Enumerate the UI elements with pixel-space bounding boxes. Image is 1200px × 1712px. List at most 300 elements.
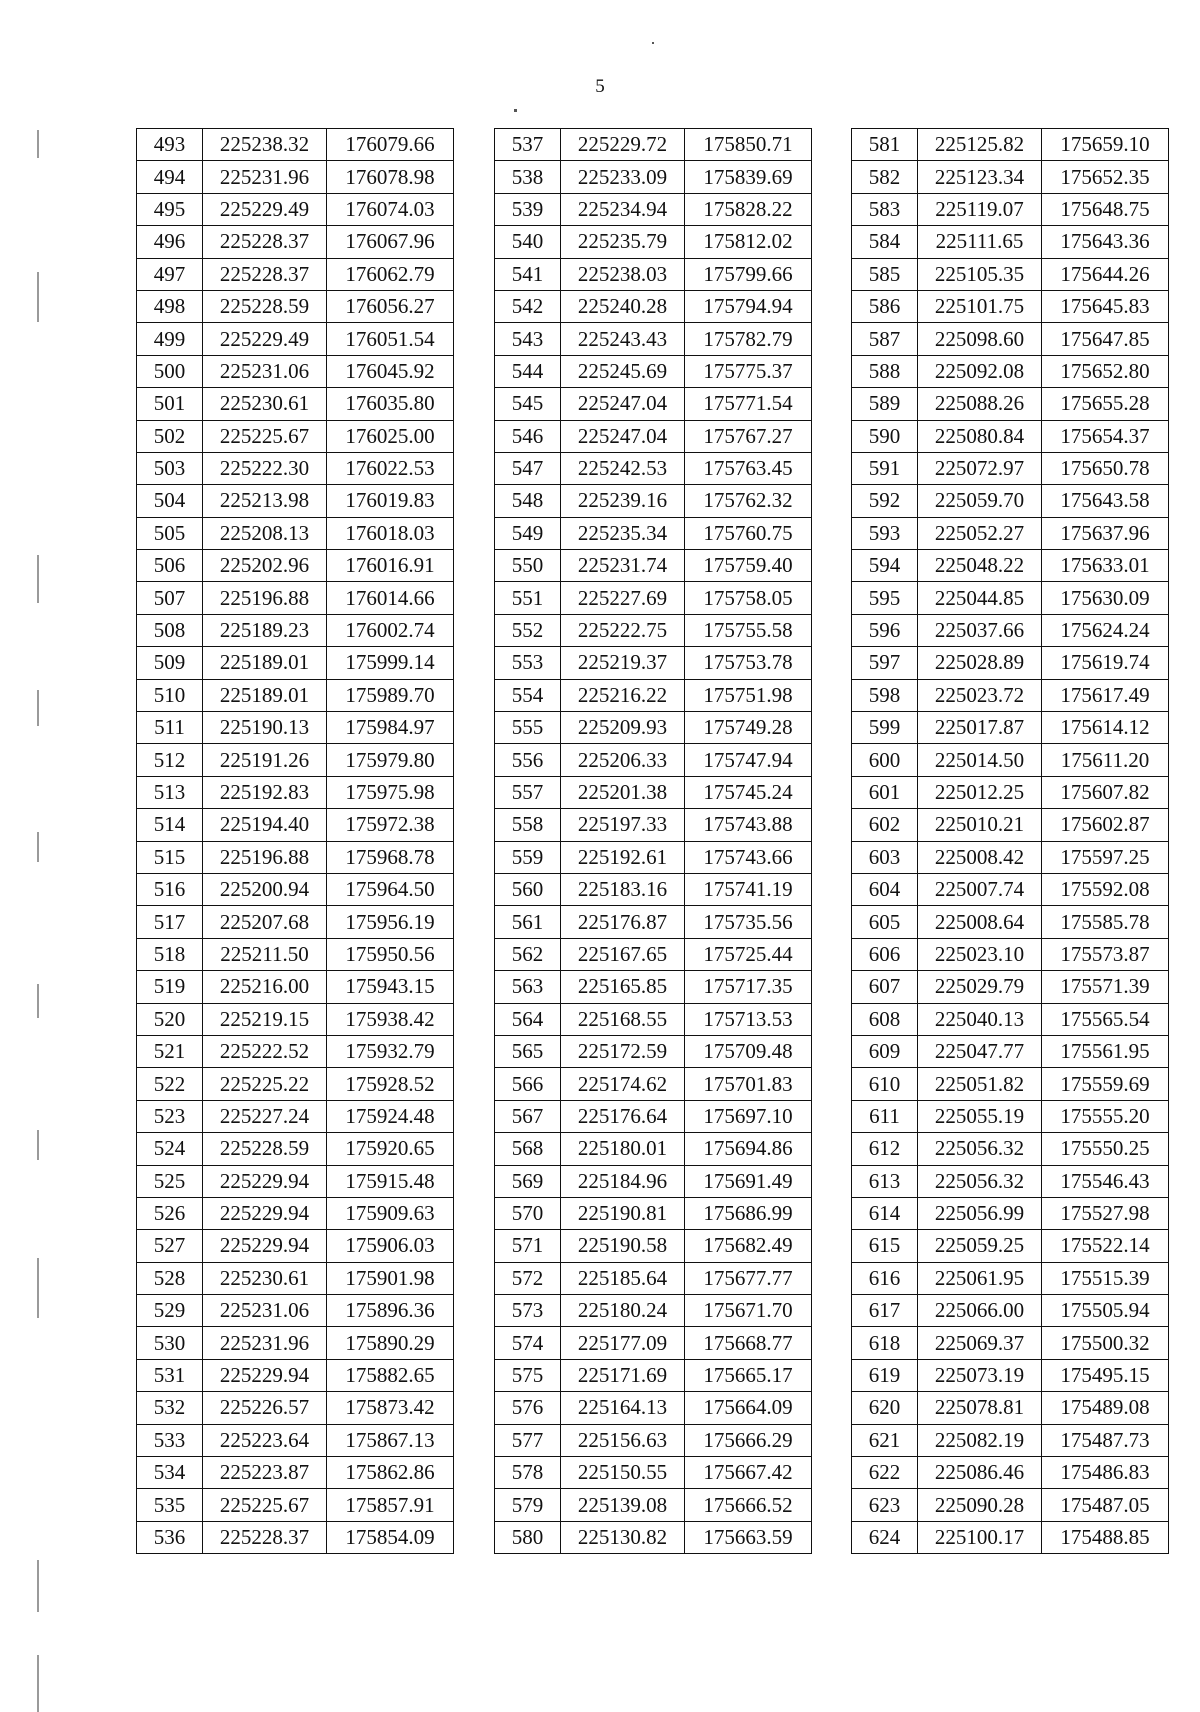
y-coordinate-cell: 176079.66 — [327, 129, 454, 161]
point-number-cell: 562 — [495, 938, 561, 970]
x-coordinate-cell: 225245.69 — [561, 355, 685, 387]
y-coordinate-cell: 175633.01 — [1042, 550, 1169, 582]
table-row — [495, 1521, 812, 1553]
x-coordinate-cell: 225238.32 — [203, 129, 327, 161]
y-coordinate-cell: 175666.29 — [685, 1424, 812, 1456]
table-row — [852, 1424, 1169, 1456]
y-coordinate-cell: 175775.37 — [685, 355, 812, 387]
x-coordinate-cell: 225191.26 — [203, 744, 327, 776]
table-row — [852, 1457, 1169, 1489]
x-coordinate-cell: 225172.59 — [561, 1035, 685, 1067]
point-number-cell: 613 — [852, 1165, 918, 1197]
y-coordinate-cell: 175828.22 — [685, 193, 812, 225]
table-row — [495, 1003, 812, 1035]
x-coordinate-cell: 225211.50 — [203, 938, 327, 970]
x-coordinate-cell: 225207.68 — [203, 906, 327, 938]
table-row — [852, 614, 1169, 646]
point-number-cell: 593 — [852, 517, 918, 549]
y-coordinate-cell: 176078.98 — [327, 161, 454, 193]
x-coordinate-cell: 225230.61 — [203, 388, 327, 420]
x-coordinate-cell: 225225.22 — [203, 1068, 327, 1100]
x-coordinate-cell: 225007.74 — [918, 873, 1042, 905]
table-row — [137, 1003, 454, 1035]
point-number-cell: 528 — [137, 1262, 203, 1294]
y-coordinate-cell: 175964.50 — [327, 873, 454, 905]
y-coordinate-cell: 175668.77 — [685, 1327, 812, 1359]
y-coordinate-cell: 175643.36 — [1042, 226, 1169, 258]
y-coordinate-cell: 175762.32 — [685, 485, 812, 517]
table-row — [137, 1165, 454, 1197]
point-number-cell: 569 — [495, 1165, 561, 1197]
point-number-cell: 608 — [852, 1003, 918, 1035]
y-coordinate-cell: 175488.85 — [1042, 1521, 1169, 1553]
table-row — [852, 1295, 1169, 1327]
y-coordinate-cell: 175619.74 — [1042, 647, 1169, 679]
x-coordinate-cell: 225012.25 — [918, 776, 1042, 808]
y-coordinate-cell: 175664.09 — [685, 1392, 812, 1424]
y-coordinate-cell: 175602.87 — [1042, 809, 1169, 841]
y-coordinate-cell: 176016.91 — [327, 550, 454, 582]
point-number-cell: 605 — [852, 906, 918, 938]
x-coordinate-cell: 225206.33 — [561, 744, 685, 776]
point-number-cell: 533 — [137, 1424, 203, 1456]
point-number-cell: 578 — [495, 1457, 561, 1489]
point-number-cell: 572 — [495, 1262, 561, 1294]
point-number-cell: 575 — [495, 1359, 561, 1391]
point-number-cell: 618 — [852, 1327, 918, 1359]
x-coordinate-cell: 225223.87 — [203, 1457, 327, 1489]
point-number-cell: 594 — [852, 550, 918, 582]
table-row — [137, 1392, 454, 1424]
y-coordinate-cell: 175701.83 — [685, 1068, 812, 1100]
table-row — [852, 1392, 1169, 1424]
point-number-cell: 503 — [137, 452, 203, 484]
y-coordinate-cell: 176035.80 — [327, 388, 454, 420]
x-coordinate-cell: 225156.63 — [561, 1424, 685, 1456]
x-coordinate-cell: 225180.01 — [561, 1133, 685, 1165]
x-coordinate-cell: 225197.33 — [561, 809, 685, 841]
y-coordinate-cell: 175920.65 — [327, 1133, 454, 1165]
point-number-cell: 523 — [137, 1100, 203, 1132]
y-coordinate-cell: 175747.94 — [685, 744, 812, 776]
x-coordinate-cell: 225240.28 — [561, 290, 685, 322]
y-coordinate-cell: 175597.25 — [1042, 841, 1169, 873]
y-coordinate-cell: 175713.53 — [685, 1003, 812, 1035]
y-coordinate-cell: 175650.78 — [1042, 452, 1169, 484]
table-row — [495, 841, 812, 873]
x-coordinate-cell: 225040.13 — [918, 1003, 1042, 1035]
table-row — [495, 614, 812, 646]
x-coordinate-cell: 225008.42 — [918, 841, 1042, 873]
y-coordinate-cell: 175753.78 — [685, 647, 812, 679]
margin-binding-mark — [37, 984, 39, 1018]
y-coordinate-cell: 175694.86 — [685, 1133, 812, 1165]
y-coordinate-cell: 175624.24 — [1042, 614, 1169, 646]
table-row — [137, 647, 454, 679]
table-row — [137, 614, 454, 646]
point-number-cell: 501 — [137, 388, 203, 420]
y-coordinate-cell: 175745.24 — [685, 776, 812, 808]
y-coordinate-cell: 175522.14 — [1042, 1230, 1169, 1262]
point-number-cell: 619 — [852, 1359, 918, 1391]
y-coordinate-cell: 175906.03 — [327, 1230, 454, 1262]
y-coordinate-cell: 175652.35 — [1042, 161, 1169, 193]
x-coordinate-cell: 225229.49 — [203, 193, 327, 225]
table-row — [852, 582, 1169, 614]
table-row — [137, 1197, 454, 1229]
y-coordinate-cell: 175760.75 — [685, 517, 812, 549]
point-number-cell: 530 — [137, 1327, 203, 1359]
x-coordinate-cell: 225185.64 — [561, 1262, 685, 1294]
point-number-cell: 548 — [495, 485, 561, 517]
table-row — [852, 517, 1169, 549]
margin-binding-mark — [37, 690, 39, 726]
y-coordinate-cell: 175799.66 — [685, 258, 812, 290]
table-row — [137, 323, 454, 355]
point-number-cell: 557 — [495, 776, 561, 808]
table-row — [495, 420, 812, 452]
point-number-cell: 609 — [852, 1035, 918, 1067]
table-row — [137, 582, 454, 614]
margin-binding-mark — [37, 1258, 39, 1318]
point-number-cell: 611 — [852, 1100, 918, 1132]
table-row — [495, 679, 812, 711]
x-coordinate-cell: 225209.93 — [561, 712, 685, 744]
x-coordinate-cell: 225092.08 — [918, 355, 1042, 387]
point-number-cell: 538 — [495, 161, 561, 193]
x-coordinate-cell: 225073.19 — [918, 1359, 1042, 1391]
x-coordinate-cell: 225171.69 — [561, 1359, 685, 1391]
coordinate-table-3 — [851, 128, 1169, 1554]
margin-binding-mark — [37, 1560, 39, 1612]
x-coordinate-cell: 225228.37 — [203, 226, 327, 258]
x-coordinate-cell: 225216.00 — [203, 971, 327, 1003]
point-number-cell: 592 — [852, 485, 918, 517]
point-number-cell: 576 — [495, 1392, 561, 1424]
y-coordinate-cell: 175527.98 — [1042, 1197, 1169, 1229]
table-row — [495, 1327, 812, 1359]
table-row — [852, 1003, 1169, 1035]
y-coordinate-cell: 175559.69 — [1042, 1068, 1169, 1100]
x-coordinate-cell: 225176.64 — [561, 1100, 685, 1132]
point-number-cell: 588 — [852, 355, 918, 387]
x-coordinate-cell: 225061.95 — [918, 1262, 1042, 1294]
margin-binding-mark — [37, 272, 39, 322]
point-number-cell: 571 — [495, 1230, 561, 1262]
x-coordinate-cell: 225222.52 — [203, 1035, 327, 1067]
point-number-cell: 554 — [495, 679, 561, 711]
x-coordinate-cell: 225105.35 — [918, 258, 1042, 290]
point-number-cell: 519 — [137, 971, 203, 1003]
point-number-cell: 581 — [852, 129, 918, 161]
y-coordinate-cell: 175812.02 — [685, 226, 812, 258]
point-number-cell: 505 — [137, 517, 203, 549]
point-number-cell: 579 — [495, 1489, 561, 1521]
y-coordinate-cell: 175486.83 — [1042, 1457, 1169, 1489]
y-coordinate-cell: 175663.59 — [685, 1521, 812, 1553]
x-coordinate-cell: 225201.38 — [561, 776, 685, 808]
table-row — [137, 355, 454, 387]
y-coordinate-cell: 175743.88 — [685, 809, 812, 841]
x-coordinate-cell: 225119.07 — [918, 193, 1042, 225]
table-row — [852, 647, 1169, 679]
y-coordinate-cell: 175938.42 — [327, 1003, 454, 1035]
table-row — [852, 1197, 1169, 1229]
table-row — [495, 1197, 812, 1229]
point-number-cell: 516 — [137, 873, 203, 905]
x-coordinate-cell: 225228.37 — [203, 258, 327, 290]
x-coordinate-cell: 225029.79 — [918, 971, 1042, 1003]
point-number-cell: 546 — [495, 420, 561, 452]
point-number-cell: 580 — [495, 1521, 561, 1553]
x-coordinate-cell: 225111.65 — [918, 226, 1042, 258]
table-row — [852, 161, 1169, 193]
y-coordinate-cell: 175767.27 — [685, 420, 812, 452]
y-coordinate-cell: 175667.42 — [685, 1457, 812, 1489]
y-coordinate-cell: 175867.13 — [327, 1424, 454, 1456]
table-row — [852, 388, 1169, 420]
point-number-cell: 595 — [852, 582, 918, 614]
y-coordinate-cell: 175647.85 — [1042, 323, 1169, 355]
y-coordinate-cell: 175697.10 — [685, 1100, 812, 1132]
point-number-cell: 612 — [852, 1133, 918, 1165]
x-coordinate-cell: 225028.89 — [918, 647, 1042, 679]
x-coordinate-cell: 225219.15 — [203, 1003, 327, 1035]
y-coordinate-cell: 175850.71 — [685, 129, 812, 161]
point-number-cell: 535 — [137, 1489, 203, 1521]
x-coordinate-cell: 225086.46 — [918, 1457, 1042, 1489]
point-number-cell: 512 — [137, 744, 203, 776]
x-coordinate-cell: 225101.75 — [918, 290, 1042, 322]
table-row — [852, 355, 1169, 387]
point-number-cell: 493 — [137, 129, 203, 161]
x-coordinate-cell: 225247.04 — [561, 388, 685, 420]
table-row — [495, 873, 812, 905]
y-coordinate-cell: 175666.52 — [685, 1489, 812, 1521]
point-number-cell: 566 — [495, 1068, 561, 1100]
point-number-cell: 508 — [137, 614, 203, 646]
y-coordinate-cell: 175571.39 — [1042, 971, 1169, 1003]
table-row — [852, 323, 1169, 355]
x-coordinate-cell: 225234.94 — [561, 193, 685, 225]
x-coordinate-cell: 225183.16 — [561, 873, 685, 905]
x-coordinate-cell: 225235.34 — [561, 517, 685, 549]
x-coordinate-cell: 225090.28 — [918, 1489, 1042, 1521]
x-coordinate-cell: 225231.74 — [561, 550, 685, 582]
point-number-cell: 577 — [495, 1424, 561, 1456]
table-row — [852, 873, 1169, 905]
point-number-cell: 573 — [495, 1295, 561, 1327]
y-coordinate-cell: 175909.63 — [327, 1197, 454, 1229]
y-coordinate-cell: 175782.79 — [685, 323, 812, 355]
y-coordinate-cell: 175857.91 — [327, 1489, 454, 1521]
coordinate-table-1 — [136, 128, 454, 1554]
point-number-cell: 549 — [495, 517, 561, 549]
point-number-cell: 615 — [852, 1230, 918, 1262]
margin-binding-mark — [37, 1130, 39, 1160]
point-number-cell: 561 — [495, 906, 561, 938]
table-row — [852, 712, 1169, 744]
x-coordinate-cell: 225192.83 — [203, 776, 327, 808]
y-coordinate-cell: 175979.80 — [327, 744, 454, 776]
point-number-cell: 543 — [495, 323, 561, 355]
point-number-cell: 525 — [137, 1165, 203, 1197]
point-number-cell: 553 — [495, 647, 561, 679]
y-coordinate-cell: 175890.29 — [327, 1327, 454, 1359]
scan-speck — [514, 109, 517, 112]
point-number-cell: 602 — [852, 809, 918, 841]
y-coordinate-cell: 175984.97 — [327, 712, 454, 744]
table-row — [852, 776, 1169, 808]
x-coordinate-cell: 225229.94 — [203, 1197, 327, 1229]
point-number-cell: 559 — [495, 841, 561, 873]
point-number-cell: 534 — [137, 1457, 203, 1489]
point-number-cell: 567 — [495, 1100, 561, 1132]
y-coordinate-cell: 175487.05 — [1042, 1489, 1169, 1521]
y-coordinate-cell: 175924.48 — [327, 1100, 454, 1132]
table-row — [137, 1327, 454, 1359]
y-coordinate-cell: 175901.98 — [327, 1262, 454, 1294]
x-coordinate-cell: 225223.64 — [203, 1424, 327, 1456]
y-coordinate-cell: 175614.12 — [1042, 712, 1169, 744]
point-number-cell: 500 — [137, 355, 203, 387]
x-coordinate-cell: 225008.64 — [918, 906, 1042, 938]
table-row — [852, 906, 1169, 938]
table-row — [495, 161, 812, 193]
x-coordinate-cell: 225231.06 — [203, 355, 327, 387]
y-coordinate-cell: 175691.49 — [685, 1165, 812, 1197]
point-number-cell: 585 — [852, 258, 918, 290]
x-coordinate-cell: 225196.88 — [203, 841, 327, 873]
table-row — [137, 129, 454, 161]
table-row — [137, 809, 454, 841]
table-row — [137, 1230, 454, 1262]
y-coordinate-cell: 175643.58 — [1042, 485, 1169, 517]
table-row — [137, 776, 454, 808]
margin-binding-mark — [37, 130, 39, 158]
table-row — [137, 1035, 454, 1067]
margin-binding-mark — [37, 555, 39, 603]
table-row — [137, 873, 454, 905]
x-coordinate-cell: 225229.94 — [203, 1165, 327, 1197]
x-coordinate-cell: 225225.67 — [203, 1489, 327, 1521]
x-coordinate-cell: 225231.96 — [203, 1327, 327, 1359]
table-row — [495, 1133, 812, 1165]
y-coordinate-cell: 175751.98 — [685, 679, 812, 711]
table-row — [852, 1068, 1169, 1100]
y-coordinate-cell: 175665.17 — [685, 1359, 812, 1391]
x-coordinate-cell: 225088.26 — [918, 388, 1042, 420]
x-coordinate-cell: 225227.24 — [203, 1100, 327, 1132]
table-row — [137, 1457, 454, 1489]
point-number-cell: 545 — [495, 388, 561, 420]
table-row — [495, 1392, 812, 1424]
y-coordinate-cell: 175896.36 — [327, 1295, 454, 1327]
y-coordinate-cell: 175617.49 — [1042, 679, 1169, 711]
y-coordinate-cell: 176025.00 — [327, 420, 454, 452]
point-number-cell: 556 — [495, 744, 561, 776]
x-coordinate-cell: 225174.62 — [561, 1068, 685, 1100]
x-coordinate-cell: 225196.88 — [203, 582, 327, 614]
point-number-cell: 497 — [137, 258, 203, 290]
table-row — [495, 517, 812, 549]
table-row — [852, 1100, 1169, 1132]
y-coordinate-cell: 175755.58 — [685, 614, 812, 646]
table-row — [495, 388, 812, 420]
y-coordinate-cell: 175659.10 — [1042, 129, 1169, 161]
table-row — [137, 485, 454, 517]
y-coordinate-cell: 176019.83 — [327, 485, 454, 517]
point-number-cell: 555 — [495, 712, 561, 744]
x-coordinate-cell: 225055.19 — [918, 1100, 1042, 1132]
point-number-cell: 560 — [495, 873, 561, 905]
point-number-cell: 540 — [495, 226, 561, 258]
table-row — [852, 290, 1169, 322]
table-row — [137, 290, 454, 322]
x-coordinate-cell: 225023.10 — [918, 938, 1042, 970]
table-row — [852, 1230, 1169, 1262]
table-row — [852, 1133, 1169, 1165]
table-row — [852, 938, 1169, 970]
table-row — [852, 1521, 1169, 1553]
x-coordinate-cell: 225219.37 — [561, 647, 685, 679]
table-row — [852, 1165, 1169, 1197]
point-number-cell: 622 — [852, 1457, 918, 1489]
x-coordinate-cell: 225082.19 — [918, 1424, 1042, 1456]
table-row — [495, 744, 812, 776]
point-number-cell: 531 — [137, 1359, 203, 1391]
y-coordinate-cell: 175585.78 — [1042, 906, 1169, 938]
point-number-cell: 589 — [852, 388, 918, 420]
y-coordinate-cell: 175975.98 — [327, 776, 454, 808]
point-number-cell: 511 — [137, 712, 203, 744]
point-number-cell: 495 — [137, 193, 203, 225]
x-coordinate-cell: 225180.24 — [561, 1295, 685, 1327]
y-coordinate-cell: 176002.74 — [327, 614, 454, 646]
x-coordinate-cell: 225229.49 — [203, 323, 327, 355]
y-coordinate-cell: 175743.66 — [685, 841, 812, 873]
table-row — [495, 129, 812, 161]
x-coordinate-cell: 225238.03 — [561, 258, 685, 290]
x-coordinate-cell: 225056.32 — [918, 1133, 1042, 1165]
table-row — [137, 938, 454, 970]
table-row — [852, 550, 1169, 582]
table-row — [495, 323, 812, 355]
y-coordinate-cell: 175709.48 — [685, 1035, 812, 1067]
table-row — [137, 1424, 454, 1456]
table-row — [137, 1359, 454, 1391]
y-coordinate-cell: 175862.86 — [327, 1457, 454, 1489]
x-coordinate-cell: 225098.60 — [918, 323, 1042, 355]
x-coordinate-cell: 225227.69 — [561, 582, 685, 614]
y-coordinate-cell: 176014.66 — [327, 582, 454, 614]
point-number-cell: 524 — [137, 1133, 203, 1165]
x-coordinate-cell: 225192.61 — [561, 841, 685, 873]
table-row — [137, 258, 454, 290]
point-number-cell: 617 — [852, 1295, 918, 1327]
point-number-cell: 542 — [495, 290, 561, 322]
x-coordinate-cell: 225164.13 — [561, 1392, 685, 1424]
point-number-cell: 586 — [852, 290, 918, 322]
x-coordinate-cell: 225229.94 — [203, 1359, 327, 1391]
point-number-cell: 504 — [137, 485, 203, 517]
x-coordinate-cell: 225080.84 — [918, 420, 1042, 452]
table-row — [495, 712, 812, 744]
table-row — [495, 290, 812, 322]
x-coordinate-cell: 225100.17 — [918, 1521, 1042, 1553]
table-row — [495, 1068, 812, 1100]
margin-binding-mark — [37, 1655, 39, 1712]
